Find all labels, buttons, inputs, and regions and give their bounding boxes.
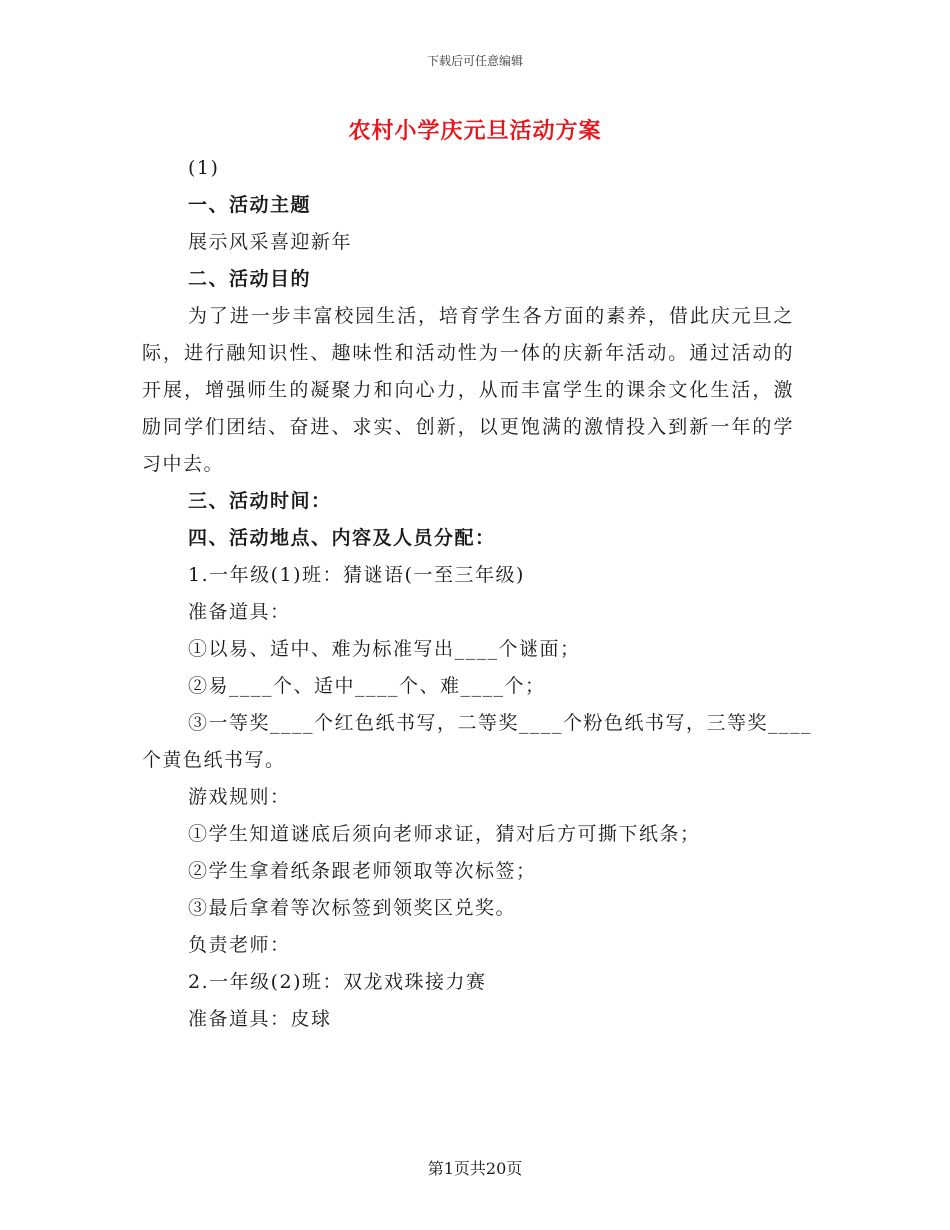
theme-text: 展示风采喜迎新年 [188,231,353,253]
heading-purpose: 二、活动目的 [188,268,312,290]
header-note: 下载后可任意编辑 [426,54,523,68]
heading-location: 四、活动地点、内容及人员分配： [188,527,496,549]
activity-2-props: 准备道具：皮球 [188,1008,332,1030]
activity-2-title: 2.一年级(2)班：双龙戏珠接力赛 [188,971,487,993]
heading-time: 三、活动时间： [188,490,332,512]
props-item-2: ②易____个、适中____个、难____个； [188,675,546,697]
props-item-3: ③一等奖____个红色纸书写，二等奖____个粉色纸书写，三等奖____个黄色纸书写。 [142,712,813,771]
rule-item-1: ①学生知道谜底后须向老师求证，猜对后方可撕下纸条； [188,823,701,845]
rule-item-3: ③最后拿着等次标签到领奖区兑奖。 [188,897,517,919]
rules-label: 游戏规则： [188,786,291,808]
activity-1-title: 1.一年级(1)班：猜谜语(一至三年级) [188,564,525,586]
teacher-label: 负责老师： [188,934,291,956]
props-item-1: ①以易、适中、难为标准写出____个谜面； [188,638,581,660]
document-title: 农村小学庆元旦活动方案 [348,118,602,144]
section-number: (1) [188,157,220,179]
purpose-paragraph: 为了进一步丰富校园生活，培育学生各方面的素养，借此庆元旦之际，进行融知识性、趣味性和活动性为一体的庆新年活动。通过活动的开展，增强师生的凝聚力和向心力，从而丰富学生的课余文化生活，激励同学们团结、奋进、求实、创新，以更饱满的激情投入到新一年的学习中去。 [142,305,794,475]
rule-item-2: ②学生拿着纸条跟老师领取等次标签； [188,860,537,882]
document-body [142,150,822,1038]
heading-theme: 一、活动主题 [188,194,312,216]
props-label: 准备道具： [188,601,291,623]
page-footer: 第1页共20页 [427,1159,523,1178]
